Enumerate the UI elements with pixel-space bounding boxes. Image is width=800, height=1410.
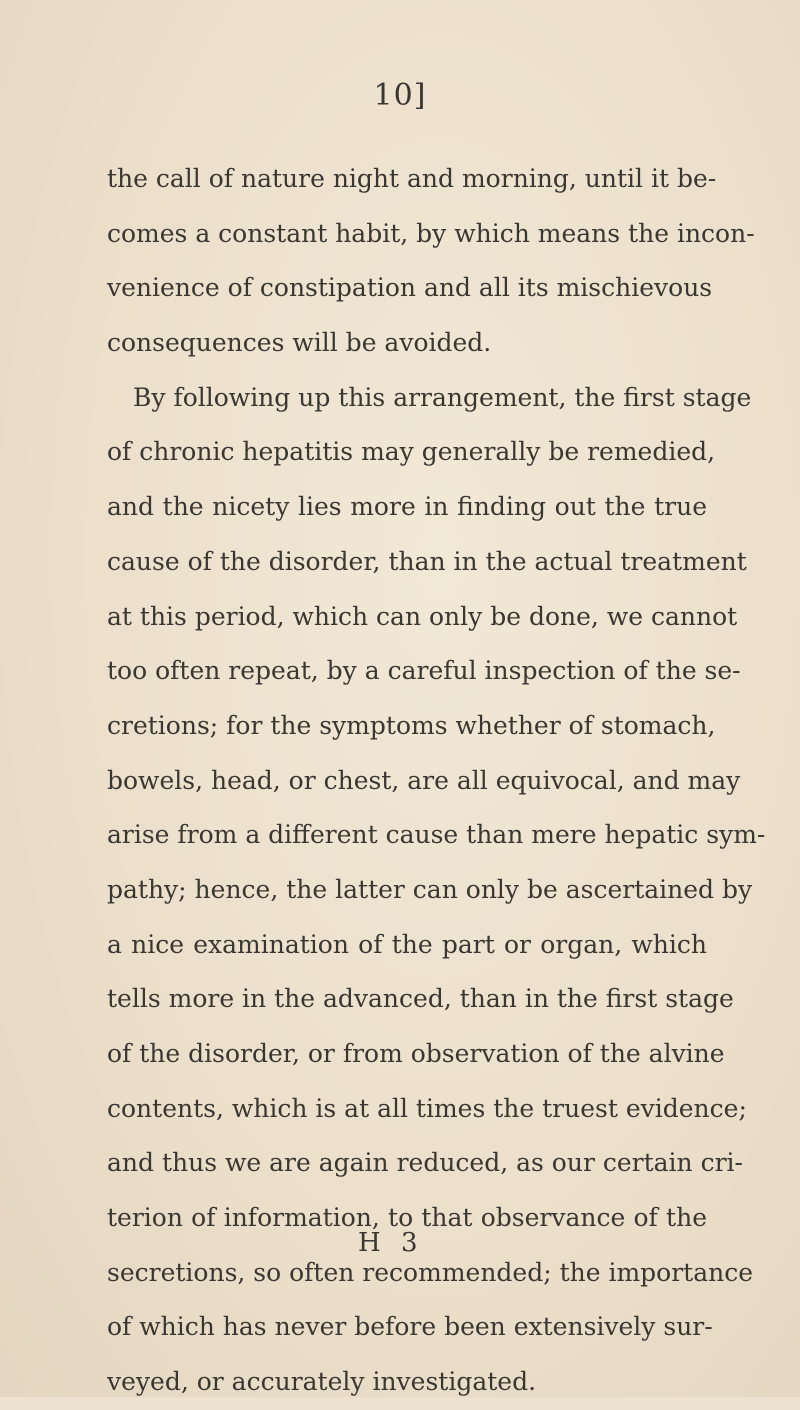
text-line: of chronic hepatitis may generally be remedied, — [107, 437, 716, 467]
text-line: cretions; for the symptoms whether of stomach, — [107, 710, 716, 740]
text-line: arise from a different cause than mere hepatic sym- — [107, 820, 766, 850]
text-line: bowels, head, or chest, are all equivocal, and may — [107, 765, 741, 795]
text-line: comes a constant habit, by which means the incon- — [107, 218, 755, 248]
signature-mark: H 3 — [358, 1228, 424, 1258]
text-line: veyed, or accurately investigated. — [107, 1367, 537, 1397]
text-line: secretions, so often recommended; the importance — [107, 1257, 754, 1287]
text-line: venience of constipation and all its mischievous — [107, 273, 713, 303]
text-line: contents, which is at all times the truest evidence; — [107, 1093, 747, 1123]
text-line: and thus we are again reduced, as our certain cri- — [107, 1148, 743, 1178]
text-line: and the nicety lies more in finding out the true — [107, 492, 707, 522]
text-line: too often repeat, by a careful inspection of the se- — [107, 656, 741, 686]
text-line: By following up this arrangement, the first stage — [133, 382, 752, 412]
text-line: terion of information, to that observance of the — [107, 1203, 707, 1233]
text-line: of the disorder, or from observation of the alvine — [107, 1039, 725, 1068]
text-line: pathy; hence, the latter can only be ascertained by — [107, 874, 753, 904]
page-number: 10] — [373, 78, 427, 113]
text-line: a nice examination of the part or organ, which — [107, 929, 707, 959]
text-line: tells more in the advanced, than in the first stage — [107, 984, 734, 1014]
text-line: at this period, which can only be done, we cannot — [107, 601, 738, 631]
text-line: of which has never before been extensively sur- — [107, 1312, 713, 1342]
text-line: consequences will be avoided. — [107, 328, 492, 358]
text-line: cause of the disorder, than in the actual treatment — [107, 546, 747, 576]
body-text — [107, 152, 766, 1410]
text-line: the call of nature night and morning, until it be- — [107, 164, 717, 193]
